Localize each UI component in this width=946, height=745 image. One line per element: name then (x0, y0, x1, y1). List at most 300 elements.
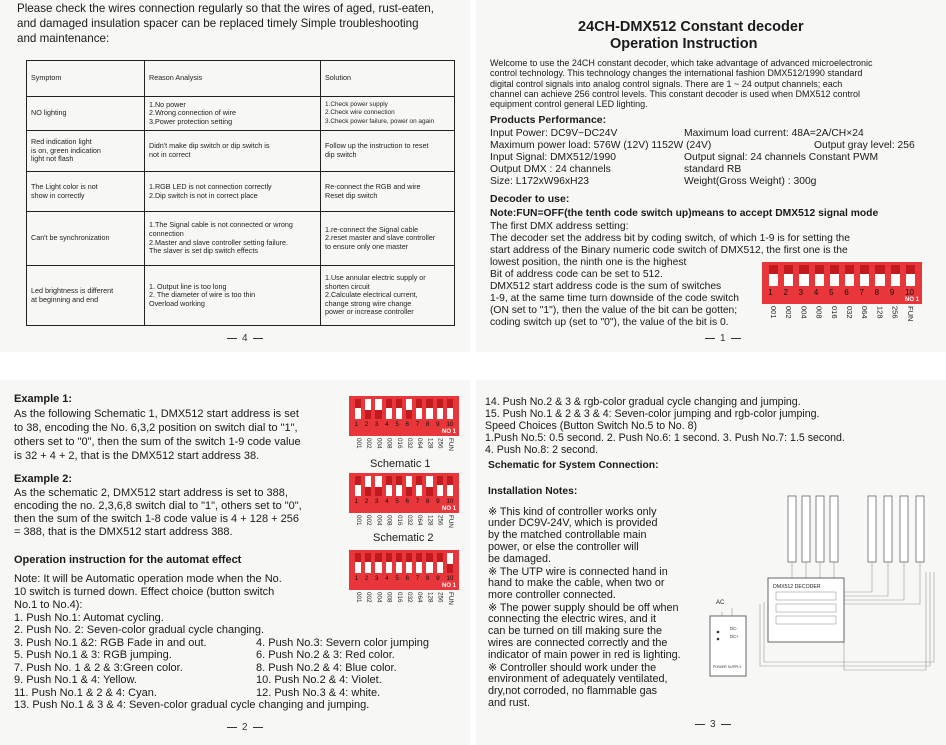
dip-value-label: 032 (406, 592, 414, 603)
cell-line: 2.Check wire connection (325, 109, 395, 117)
symptom-cell (27, 266, 145, 326)
dip-value-label: 256 (436, 592, 444, 603)
dip-switch-number: 7 (415, 575, 420, 582)
dip-switch-slider (845, 265, 854, 286)
dip-value-label: 004 (375, 515, 383, 526)
dip-switch-knob (416, 553, 422, 562)
reason-cell (145, 266, 321, 326)
table-row (27, 172, 455, 212)
table-header-symptom: Symptom (27, 61, 145, 97)
speed-line: 1.Push No.5: 0.5 second. 2. Push No.6: 1 second. 3. Push No.7: 1.5 second. (485, 432, 845, 444)
cell-line: 3.Check power failure, power on again (325, 117, 435, 125)
spec-right: Output gray level: 256 (814, 140, 915, 151)
dip-value-label: 128 (426, 515, 434, 526)
dip-switch-number: 9 (436, 498, 440, 505)
dip-switch-slider (375, 476, 381, 496)
dip-switch-knob (406, 410, 412, 419)
page-2 (0, 380, 470, 745)
body-line: DMX512 start address code is the sum of switches (490, 281, 722, 292)
dip-switch-slider (447, 476, 453, 496)
cell-line: 1. Output line is too long (149, 281, 227, 291)
spec-right: standard RB (684, 164, 742, 175)
effect-left: 7. Push No. 1 & 2 & 3:Green color. (14, 662, 183, 674)
dip-switch-slider (416, 476, 422, 496)
dip-switch-number: 5 (395, 421, 399, 428)
dip-switch-slider (437, 399, 443, 419)
dip-switch-knob (396, 399, 402, 408)
troubleshooting-table (26, 60, 455, 326)
dip-switch-slider (365, 553, 371, 573)
dip-value-label: 001 (355, 592, 363, 603)
products-heading: Products Performance: (490, 114, 607, 126)
dip-switch-knob (426, 399, 432, 408)
dip-switch-schematic-1 (349, 396, 459, 436)
dip-switch-number: 1 (354, 498, 359, 505)
dip-switch-number: 3 (374, 498, 379, 505)
dip-switch-number: 4 (385, 498, 389, 505)
dip-value-label: 064 (416, 438, 424, 449)
speed-line: 15. Push No.1 & 2 & 3 & 4: Seven-color jumping and rgb-color jumping. (485, 408, 820, 420)
automat-line: 2. Push No. 2: Seven-color gradual cycle changing. (14, 624, 265, 636)
dip-value-label: FUN (446, 438, 454, 451)
speed-line: Speed Choices (Button Switch No.5 to No. 8) (485, 420, 697, 432)
example1-line: others set to "0", then the sum of the switch 1-9 code value (14, 436, 301, 448)
install-line: by the matched controllable main (488, 529, 647, 541)
dip-switch-knob (416, 399, 422, 408)
dip-switch-number: 4 (385, 421, 389, 428)
dip-switch-knob (365, 487, 371, 496)
body-line: The decoder set the address bit by coding switch, of which 1-9 is for setting the (490, 233, 851, 244)
spec-left: Output DMX : 24 channels (490, 164, 611, 175)
dip-switch-number: 5 (395, 498, 399, 505)
dip-switch-knob (845, 265, 854, 274)
dip-switch-body (349, 396, 459, 436)
dip-switch-number: 2 (364, 421, 369, 428)
led-strips (788, 496, 924, 562)
install-line: environment of adequately ventilated, (488, 673, 668, 685)
dip-switch-number: 10 (905, 288, 914, 297)
effect-right: 6. Push No.2 & 3: Red color. (256, 649, 395, 661)
dip-switch-slider (799, 265, 808, 286)
dip-switch-knob (365, 410, 371, 419)
dip-value-label: 001 (355, 438, 363, 449)
dip-switch-knob (365, 553, 371, 562)
dip-switch-slider (386, 399, 392, 419)
body-line: 1-9, at the same time turn downside of the code switch (490, 293, 739, 304)
table-row (27, 212, 455, 266)
table-row (27, 131, 455, 172)
decoder-label: DMX512 DECODER (773, 584, 821, 590)
install-line: wires are connected correctly and the (488, 637, 668, 649)
intro-line: digital control signals into analog control signals. There are 1 ~ 24 output channels; each (490, 79, 843, 89)
reason-cell (145, 172, 321, 212)
cell-line: 1.The Signal cable is not connected or wrong (149, 220, 293, 230)
dip-switch-slider (891, 265, 900, 286)
schematic-2-label: Schematic 2 (373, 532, 434, 544)
dip-value-label: 128 (875, 306, 885, 319)
dip-switch-slider (365, 399, 371, 419)
install-line: connecting the electric wires, and it (488, 613, 657, 625)
intro-line: channel can achieve 256 control levels. This constant decoder is used when DMX512 control (490, 89, 861, 99)
intro-line: equipment control general LED lighting. (490, 99, 648, 109)
dip-switch-knob (406, 487, 412, 496)
dip-switch-knob (830, 265, 839, 274)
body-line: lowest position, the ninth one is the highest (490, 257, 687, 268)
decoder-heading: Decoder to use: (490, 193, 570, 205)
schematic-1-label: Schematic 1 (370, 458, 431, 470)
cell-line: Can't be synchronization (31, 233, 110, 243)
dip-value-label: 032 (406, 515, 414, 526)
dip-switch-knob (355, 476, 361, 485)
speed-line: 4. Push No.8: 2 second. (485, 444, 599, 456)
document-subtitle: Operation Instruction (610, 36, 758, 52)
body-line: (ON set to "1"), then the value of the bit can be gotten; (490, 305, 738, 316)
dip-switch-knob (416, 476, 422, 485)
effect-right: 4. Push No.3: Severn color jumping (256, 637, 430, 649)
cell-line: 1.re-connect the Signal cable (325, 224, 419, 234)
page-number-text: 2 (242, 722, 248, 733)
dip-switch-number: 3 (374, 421, 379, 428)
dip-switch-body (349, 550, 459, 590)
dip-switch-slider (406, 476, 412, 496)
dip-switch-slider (426, 476, 432, 496)
dip-on-label: NO 1 (441, 583, 456, 589)
dip-switch-number: 3 (798, 288, 804, 297)
dip-switch-number: 1 (354, 421, 359, 428)
automat-line: No.1 to No.4): (14, 599, 83, 611)
dip-value-label: 064 (416, 592, 424, 603)
cell-line: dip switch (325, 150, 357, 159)
dip-switch-number: 1 (354, 575, 359, 582)
dip-value-label: 128 (426, 438, 434, 449)
install-line: ※ Controller should work under the (488, 662, 657, 674)
symptom-cell (27, 212, 145, 266)
install-line: ※ The UTP wire is connected hand in (488, 566, 668, 578)
solution-cell (321, 97, 455, 131)
install-line: under DC9V-24V, which is provided (488, 517, 658, 529)
dip-switch-number: 7 (859, 288, 864, 297)
dip-value-label: 002 (784, 306, 794, 319)
cell-line: at beginning and end (31, 294, 99, 304)
spec-right: Weight(Gross Weight) : 300g (684, 176, 817, 187)
reason-cell (145, 212, 321, 266)
dip-switch-slider (396, 399, 402, 419)
power-supply-box (710, 616, 746, 676)
cell-line: Red indication light (31, 137, 92, 147)
dip-values-schematic-1 (349, 438, 459, 458)
reason-cell (145, 97, 321, 131)
spec-right: Maximum load current: 48A=2A/CH×24 (684, 128, 864, 139)
spec-left: Input Power: DC9V~DC24V (490, 128, 618, 139)
dip-switch-automat (349, 550, 459, 590)
page4-intro-2: and damaged insulation spacer can be replaced timely Simple troubleshooting (17, 17, 419, 30)
dip-switch-knob (406, 553, 412, 562)
dip-switch-knob (375, 553, 381, 562)
example1-heading: Example 1: (14, 393, 73, 405)
page4-intro-1: Please check the wires connection regularly so that the wires of aged, rust-eaten, (17, 2, 434, 15)
dip-switch-slider (386, 476, 392, 496)
dc-plus-label: DC+ (730, 634, 739, 639)
cell-line: Overload working (149, 298, 205, 308)
dip-switch-knob (447, 476, 453, 485)
cell-line: 2.reset master and slave controller (325, 233, 436, 243)
dip-on-label: NO 1 (441, 429, 456, 435)
install-line: can be turned on till making sure the (488, 625, 663, 637)
dip-switch-knob (891, 265, 900, 274)
spec-right: Output signal: 24 channels Constant PWM (684, 152, 879, 163)
dip-switch-slider (830, 265, 839, 286)
dip-switch-slider (355, 399, 361, 419)
cell-line: The slaver is set dip switch effects (149, 246, 258, 256)
solution-cell (321, 212, 455, 266)
dip-switch-slider (386, 553, 392, 573)
dip-switch-body (762, 262, 922, 304)
cell-line: to ensure only one master (325, 241, 409, 251)
page-number-text: 4 (242, 333, 248, 344)
dip-value-label: 064 (416, 515, 424, 526)
cell-line: Re-connect the RGB and wire (325, 181, 421, 191)
dip-value-label: 002 (365, 592, 373, 603)
dip-switch-number: 9 (436, 421, 440, 428)
install-line: power, or else the controller will (488, 541, 639, 553)
page-number-text: 1 (720, 333, 726, 344)
dip-switch-main (762, 262, 922, 304)
dip-switch-slider (416, 399, 422, 419)
dip-switch-slider (447, 399, 453, 419)
dip-switch-knob (860, 265, 869, 274)
dip-value-label: FUN (446, 592, 454, 605)
dip-switch-number: 6 (405, 421, 410, 428)
cell-line: 2.Dip switch is not in correct place (149, 190, 258, 200)
dip-switch-slider (375, 553, 381, 573)
dip-values-main (762, 306, 922, 328)
dip-switch-number: 9 (436, 575, 440, 582)
dip-value-label: 064 (860, 306, 870, 319)
dip-switch-slider (437, 476, 443, 496)
example1-line: As the following Schematic 1, DMX512 start address is set (14, 408, 299, 420)
dip-value-label: 016 (829, 306, 839, 319)
page-1 (476, 0, 946, 352)
dip-switch-slider (426, 399, 432, 419)
dip-value-label: FUN (446, 515, 454, 528)
decoder-box (768, 578, 844, 642)
spec-left: Input Signal: DMX512/1990 (490, 152, 616, 163)
page-4 (0, 0, 470, 352)
cell-line: connection (149, 228, 184, 238)
install-line: ※ This kind of controller works only (488, 506, 657, 518)
dip-switch-knob (426, 553, 432, 562)
dip-value-label: 004 (375, 592, 383, 603)
dip-switch-knob (396, 553, 402, 562)
dip-switch-knob (437, 553, 443, 562)
dip-switch-slider (355, 553, 361, 573)
cell-line: 1.No power (149, 99, 186, 109)
dip-switch-slider (375, 399, 381, 419)
dip-switch-slider (406, 399, 412, 419)
example2-heading: Example 2: (14, 473, 73, 485)
dip-switch-knob (355, 553, 361, 562)
dip-switch-number: 10 (446, 498, 454, 505)
dip-switch-knob (815, 265, 824, 274)
dip-switch-knob (386, 553, 392, 562)
dip-switch-number: 8 (425, 575, 430, 582)
dip-switch-number: 7 (415, 421, 420, 428)
dip-switch-slider (355, 476, 361, 496)
example2-line: = 388, that is the DMX512 start address 388. (14, 526, 233, 538)
dip-switch-number: 3 (374, 575, 379, 582)
dip-switch-slider (447, 553, 453, 573)
dip-switch-knob (386, 476, 392, 485)
dip-switch-knob (769, 265, 778, 274)
speed-line: 14. Push No.2 & 3 & rgb-color gradual cycle changing and jumping. (485, 396, 801, 408)
dip-switch-number: 2 (364, 575, 369, 582)
page-3 (476, 380, 946, 745)
dip-switch-number: 9 (889, 288, 895, 297)
page4-intro-3: and maintenance: (17, 32, 110, 45)
dip-switch-number: 8 (425, 498, 430, 505)
effect-left: 3. Push No.1 &2: RGB Fade in and out. (14, 637, 207, 649)
dip-value-label: 008 (385, 515, 393, 526)
dip-switch-knob (447, 564, 453, 573)
cell-line: is on, green indication (31, 145, 101, 155)
dip-switch-slider (406, 553, 412, 573)
dip-switch-knob (784, 265, 793, 274)
cell-line: 2. The diameter of wire is too thin (149, 290, 256, 300)
effect-left: 11. Push No.1 & 2 & 4: Cyan. (14, 687, 157, 699)
example1-line: is 32 + 4 + 2, that is the DMX512 start address 38. (14, 450, 260, 462)
dip-value-label: 001 (769, 306, 779, 319)
cell-line: The Light color is not (31, 181, 98, 191)
dip-on-label: NO 1 (904, 297, 919, 303)
dip-switch-knob (386, 399, 392, 408)
dip-switch-body (349, 473, 459, 513)
cell-line: Reset dip switch (325, 190, 378, 200)
table-header-solution: Solution (321, 61, 455, 97)
cell-line: 1.RGB LED is not connection correctly (149, 181, 272, 191)
cell-line: 3.Power protection setting (149, 116, 233, 126)
symptom-cell (27, 172, 145, 212)
example2-line: encoding the no. 2,3,6,8 switch dial to "1", others set to "0", (14, 500, 302, 512)
spec-left: Maximum power load: 576W (12V) 1152W (24V) (490, 140, 712, 151)
install-line: indicator of main power in red is lighting. (488, 649, 681, 661)
dip-switch-number: 8 (874, 288, 880, 297)
dip-switch-number: 6 (844, 288, 849, 297)
page-number-2 (222, 722, 268, 733)
dip-switch-slider (906, 265, 915, 286)
dip-switch-knob (437, 399, 443, 408)
install-line: more controller connected. (488, 589, 616, 601)
dip-switch-knob (906, 265, 915, 274)
dip-value-label: 032 (406, 438, 414, 449)
solution-cell (321, 131, 455, 172)
dip-on-label: NO 1 (441, 506, 456, 512)
effect-right: 10. Push No.2 & 4: Violet. (256, 674, 382, 686)
cell-line: light not flash (31, 154, 74, 164)
dip-value-label: 016 (395, 592, 403, 603)
solution-cell (321, 266, 455, 326)
body-line: Bit of address code can be set to 512. (490, 269, 663, 280)
dip-switch-number: 2 (783, 288, 788, 297)
dip-switch-number: 10 (446, 575, 454, 582)
body-line: The first DMX address setting: (490, 221, 629, 232)
dip-value-label: 008 (385, 438, 393, 449)
install-line: dry,not corroded, no flammable gas (488, 685, 658, 697)
dip-value-label: 002 (365, 515, 373, 526)
fun-note: Note:FUN=OFF(the tenth code switch up)means to accept DMX512 signal mode (490, 208, 879, 219)
cell-line: 1.Use annular electric supply or (325, 273, 426, 283)
cell-line: Didn't make dip switch or dip switch is (149, 141, 270, 151)
reason-cell (145, 131, 321, 172)
example1-line: to 38, encoding the No. 6,3,2 position on switch dial to "1", (14, 422, 298, 434)
example2-line: then the sum of the switch 1-8 code value is 4 + 128 + 256 (14, 513, 299, 525)
dip-switch-knob (426, 487, 432, 496)
dip-switch-slider (396, 553, 402, 573)
page-number-3 (690, 719, 736, 730)
table-header-row (27, 61, 455, 97)
dip-switch-slider (365, 476, 371, 496)
document-title: 24CH-DMX512 Constant decoder (578, 19, 804, 35)
solution-cell (321, 172, 455, 212)
cell-line: not in correct (149, 150, 191, 159)
cell-line: 2.Calculate electrical current, (325, 290, 418, 300)
effect-right: 12. Push No.3 & 4: white. (256, 687, 381, 699)
effect-left: 5. Push No.1 & 3: RGB jumping. (14, 649, 172, 661)
symptom-cell (27, 97, 145, 131)
dip-switch-knob (396, 476, 402, 485)
cell-line: Led brightness is different (31, 285, 114, 295)
dip-switch-number: 10 (446, 421, 454, 428)
dip-switch-slider (426, 553, 432, 573)
spec-left: Size: L172xW96xH23 (490, 176, 590, 187)
dip-switch-number: 5 (829, 288, 834, 297)
system-connection-diagram (704, 492, 942, 682)
dip-value-label: 004 (799, 306, 809, 319)
dip-value-label: 016 (395, 515, 403, 526)
cell-line: power or increase controller (325, 307, 414, 317)
psu-label: POWER SUPPLY (713, 665, 742, 669)
dip-value-label: 032 (845, 306, 855, 319)
automat-heading: Operation instruction for the automat effect (14, 554, 242, 566)
table-row (27, 97, 455, 131)
dip-value-label: FUN (905, 306, 915, 322)
dip-switch-number: 6 (405, 575, 410, 582)
dip-switch-knob (875, 265, 884, 274)
dip-switch-knob (799, 265, 808, 274)
dip-value-label: 256 (890, 306, 900, 319)
dip-value-label: 004 (375, 438, 383, 449)
dip-switch-number: 4 (385, 575, 389, 582)
install-heading: Installation Notes: (488, 486, 578, 497)
effect-right: 8. Push No.2 & 4: Blue color. (256, 662, 397, 674)
cell-line: NO lighting (31, 108, 67, 118)
dip-switch-slider (815, 265, 824, 286)
dip-switch-knob (355, 399, 361, 408)
install-line: ※ The power supply should be off when (488, 602, 679, 614)
body-line: start address of the Binary numeric code switch of DMX512, the first one is the (490, 245, 848, 256)
page-number-text: 3 (710, 719, 716, 730)
dip-switch-slider (784, 265, 793, 286)
dip-switch-slider (875, 265, 884, 286)
dip-switch-knob (375, 487, 381, 496)
dip-value-label: 008 (814, 306, 824, 319)
install-line: be damaged. (488, 553, 552, 565)
dip-value-label: 128 (426, 592, 434, 603)
cell-line: 2.Wrong connection of wire (149, 108, 236, 118)
dip-switch-number: 8 (425, 421, 430, 428)
dip-value-label: 008 (385, 592, 393, 603)
dip-switch-number: 1 (768, 288, 773, 297)
table-row (27, 266, 455, 326)
